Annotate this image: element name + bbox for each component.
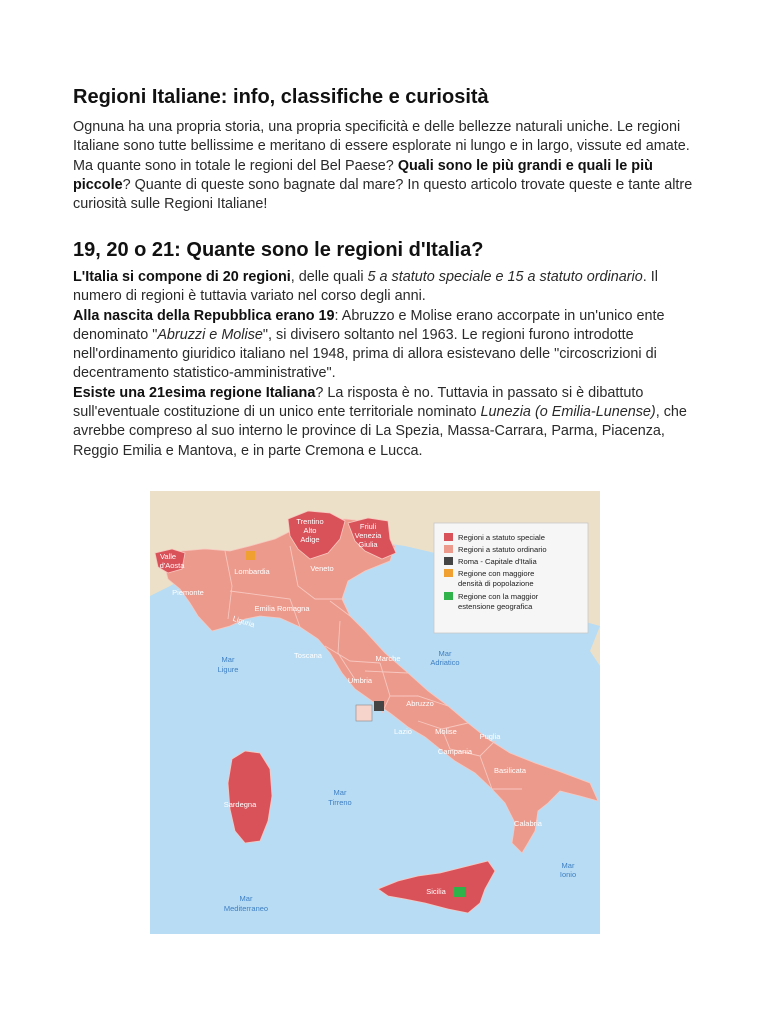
paragraph-regions-count [73, 268, 698, 307]
sea-tirreno-1: Mar [333, 788, 347, 797]
p2-italic: Abruzzi e Molise [157, 326, 263, 343]
sea-adriatico-2: Adriatico [430, 658, 460, 667]
label-friuli-2: Venezia [354, 531, 382, 540]
label-piemonte: Piemonte [172, 588, 204, 597]
label-campania: Campania [437, 747, 473, 756]
label-valle-2: d'Aosta [159, 561, 185, 570]
intro-paragraph [73, 118, 698, 214]
sea-ligure-1: Mar [221, 655, 235, 664]
legend-swatch-ordinary [444, 545, 453, 553]
sea-tirreno-2: Tirreno [328, 798, 352, 807]
legend-ordinary: Regioni a statuto ordinario [458, 545, 547, 554]
label-lazio: Lazio [394, 727, 412, 736]
label-marche: Marche [375, 654, 401, 663]
legend-density-2: densità di popolazione [458, 579, 534, 588]
label-trentino-2: Alto [303, 526, 317, 535]
sea-ligure-2: Ligure [217, 665, 239, 674]
legend-extension-1: Regione con la maggior [458, 592, 539, 601]
label-lombardia: Lombardia [234, 567, 270, 576]
label-valle-1: Valle [159, 552, 177, 561]
sea-adriatico-1: Mar [438, 649, 452, 658]
label-abruzzo: Abruzzo [406, 699, 434, 708]
legend-swatch-special [444, 533, 453, 541]
intro-text-2: ? Quante di queste sono bagnate dal mare? In questo articolo trovate queste e tante altre curiosità sulle Regioni Italiane! [73, 176, 693, 213]
legend-swatch-density [444, 569, 453, 577]
label-basilicata: Basilicata [493, 766, 527, 775]
section-body [73, 268, 698, 461]
label-veneto: Veneto [310, 564, 334, 573]
map-legend [434, 523, 588, 633]
p1-italic: 5 a statuto speciale e 15 a statuto ordinario [367, 269, 643, 285]
intro-bold-1: Quali sono le più grandi e quali le più piccole [73, 157, 653, 193]
label-sicilia: Sicilia [426, 887, 446, 896]
intro-text-1: Ognuna ha una propria storia, una propria specificità e delle bellezze naturali uniche. Le regioni Italiane sono tutte bellissime e meritano di essere esplorate ni lungo e in largo, vissute ed amate. Ma quante sono in totale le regioni del Bel Paese? [73, 119, 690, 174]
legend-swatch-capital [444, 557, 453, 565]
label-toscana: Toscana [294, 651, 322, 660]
article-title: Regioni Italiane: info, classifiche e curiosità [73, 86, 489, 108]
extension-icon [453, 887, 465, 897]
p1-text-2: . Il numero di regioni è tuttavia variato nel corso degli anni. [73, 269, 658, 305]
sea-mediterraneo-1: Mar [239, 894, 253, 903]
label-friuli-1: Friuli [359, 522, 377, 531]
label-friuli-3: Giulia [358, 540, 378, 549]
label-puglia: Puglia [479, 732, 501, 741]
legend-swatch-extension [444, 592, 453, 600]
label-emilia: Emilia Romagna [254, 604, 310, 613]
label-trentino-1: Trentino [296, 517, 324, 526]
density-icon [246, 551, 255, 560]
legend-special: Regioni a statuto speciale [458, 533, 545, 542]
p2-bold: Alla nascita della Repubblica erano 19 [73, 307, 335, 324]
legend-extension-2: estensione geografica [458, 602, 533, 611]
paragraph-republic [73, 307, 698, 384]
sea-ionio-2: Ionio [559, 870, 577, 879]
label-calabria: Calabria [514, 819, 542, 828]
p3-text-2: , che avrebbe compreso al suo interno le province di La Spezia, Massa-Carrara, Parma, Piacenza, Reggio Emilia e Mantova, e in parte Cremona e Lucca. [73, 404, 687, 459]
colosseum-icon [356, 705, 372, 721]
p3-bold: Esiste una 21esima regione Italiana [73, 384, 316, 401]
legend-capital: Roma - Capitale d'Italia [458, 557, 537, 566]
label-trentino-3: Adige [300, 535, 320, 544]
label-molise: Molise [435, 727, 457, 736]
section-title: 19, 20 o 21: Quante sono le regioni d'Italia? [73, 239, 484, 261]
p1-bold: L'Italia si compone di 20 regioni [73, 269, 291, 285]
p3-italic: Lunezia (o Emilia-Lunense) [480, 404, 656, 421]
p2-text-2: ", si divisero soltanto nel 1963. Le regioni furono introdotte nell'ordinamento giuridico italiano nel 1948, prima di allora esistevano delle "circoscrizioni di decentramento statistico-amministrative". [73, 326, 657, 382]
paragraph-21st-region [73, 384, 698, 461]
p3-text-1: ? La risposta è no. Tuttavia in passato si è dibattuto sull'eventuale costituzione di un unico ente territoriale nominato [73, 384, 644, 421]
p2-text-1: : Abruzzo e Molise erano accorpate in un'unico ente denominato " [73, 307, 665, 343]
sea-mediterraneo-2: Mediterraneo [223, 904, 269, 913]
p1-text-1: , delle quali [290, 269, 368, 285]
legend-density-1: Regione con maggiore [458, 569, 535, 578]
label-umbria: Umbria [347, 676, 373, 685]
label-liguria: Liguria [231, 613, 256, 630]
capital-icon [374, 701, 384, 711]
sea-ionio-1: Mar [561, 861, 575, 870]
italy-regions-map [150, 491, 600, 934]
label-sardegna: Sardegna [223, 800, 257, 809]
